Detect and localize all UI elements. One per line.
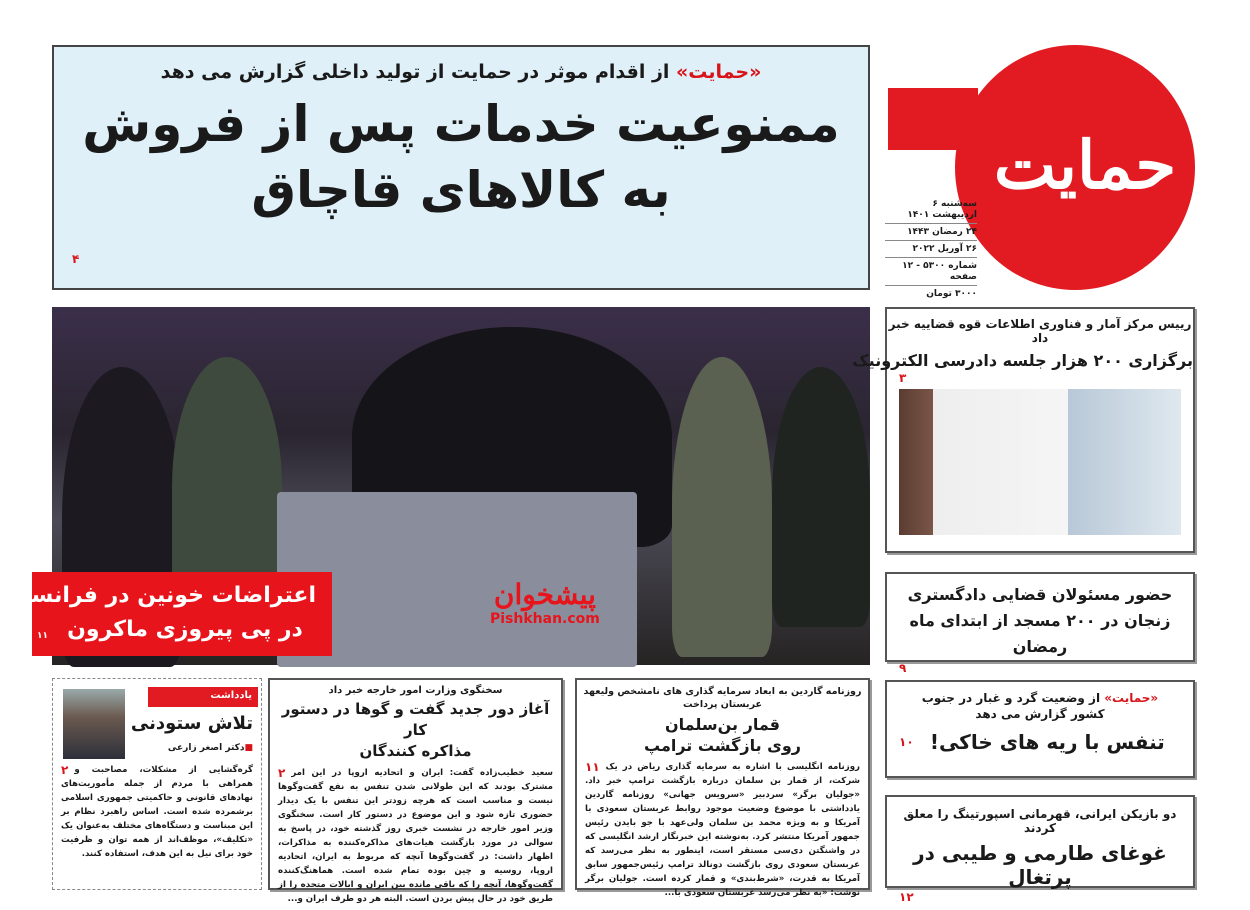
editorial-headline: تلاش ستودنی bbox=[130, 713, 253, 734]
page-ref: ۲ bbox=[278, 766, 286, 780]
photo-caption bbox=[18, 572, 332, 656]
editorial-label: یادداشت bbox=[148, 687, 258, 707]
logo-text: حمایت bbox=[993, 126, 1177, 204]
story-body bbox=[577, 760, 868, 900]
page-ref: ۱۱ bbox=[37, 631, 48, 641]
story-headline-line-1: آغاز دور جدید گفت و گوها در دستور کار bbox=[281, 700, 550, 739]
watermark-english: Pishkhan.com bbox=[490, 611, 600, 627]
brand-name: «حمایت» bbox=[1104, 691, 1159, 705]
photo-caption-line-2: در پی پیروزی ماکرون bbox=[67, 617, 303, 642]
editorial-byline bbox=[168, 743, 253, 753]
issue-date-gregorian: ۲۶ آوریل ۲۰۲۲ bbox=[885, 241, 977, 258]
lead-headline bbox=[54, 91, 868, 223]
page-ref: ۱۱ bbox=[585, 760, 600, 774]
story-headline: حضور مسئولان قضایی دادگستری زنجان در ۲۰۰ مسجد از ابتدای ماه رمضان bbox=[907, 585, 1173, 656]
right-story-1[interactable] bbox=[852, 307, 1195, 553]
photo-caption-line-1: اعتراضات خونین در فرانسه bbox=[18, 583, 316, 608]
story-headline: برگزاری ۲۰۰ هزار جلسه دادرسی الکترونیک bbox=[852, 351, 1193, 370]
protester-figure bbox=[772, 367, 870, 627]
page-ref: ۲ bbox=[61, 763, 69, 777]
lead-kicker bbox=[54, 61, 868, 83]
bullet-icon: ■ bbox=[244, 743, 253, 753]
story-headline-line-2: روی بازگشت ترامپ bbox=[644, 736, 801, 755]
brand-name: «حمایت» bbox=[676, 61, 762, 83]
right-story-2[interactable] bbox=[885, 572, 1195, 675]
page-ref: ۴ bbox=[72, 252, 80, 266]
story-headline bbox=[577, 714, 868, 756]
story-headline-line-2: مذاکره کنندگان bbox=[359, 742, 472, 760]
lead-headline-line-2: به کالاهای قاچاق bbox=[251, 161, 671, 219]
page-ref: ۳ bbox=[899, 371, 907, 385]
author-name: دکتر اصغر زارعی bbox=[167, 743, 245, 753]
page-ref: ۱۲ bbox=[899, 890, 914, 904]
editorial-body bbox=[53, 763, 261, 861]
editorial[interactable] bbox=[52, 678, 262, 890]
story-headline: غوغای طارمی و طیبی در پرتغال bbox=[913, 841, 1167, 889]
author-photo bbox=[63, 689, 125, 759]
story-kicker-text: از وضعیت گرد و غبار در جنوب کشور گزارش می دهد bbox=[921, 691, 1105, 721]
story-body bbox=[270, 766, 561, 906]
issue-date-hijri: ۲۴ رمضان ۱۴۴۳ bbox=[885, 224, 977, 241]
story-headline bbox=[270, 699, 561, 762]
lead-story[interactable] bbox=[52, 45, 870, 290]
right-story-4[interactable] bbox=[885, 795, 1195, 904]
issue-date-persian: سه‌شنبه ۶ اردیبهشت ۱۴۰۱ bbox=[885, 196, 977, 224]
editorial-body-text: گره‌گشایی از مشکلات، مصاحبت و همراهی با مردم از جمله مأموریت‌های نهادهای قانونی و حاکمیتی جمهوری اسلامی برشمرده شده است. اساس راهبرد نظام بر این مبناست و دستگاه‌های مختلف به‌عنوان یک «تکلیف»، موظف‌اند از همه توان و ظرفیت خود برای نیل به این هدف، استفاده کنند. bbox=[61, 765, 253, 859]
story-headline: تنفس با ریه های خاکی! bbox=[929, 730, 1165, 754]
page-ref: ۱۰ bbox=[899, 735, 914, 749]
issue-price: ۳۰۰۰ تومان bbox=[926, 289, 977, 299]
story-kicker: رییس مرکز آمار و فناوری اطلاعات قوه قضاییه خبر داد bbox=[888, 317, 1192, 345]
lead-kicker-text: از اقدام موثر در حمایت از تولید داخلی گزارش می دهد bbox=[160, 61, 677, 83]
story-kicker: روزنامه گاردین به ابعاد سرمایه گذاری های نامشخص ولیعهد عربستان پرداخت bbox=[583, 686, 862, 710]
lead-headline-line-1: ممنوعیت خدمات پس از فروش bbox=[82, 95, 840, 153]
issue-number: شماره ۵۳۰۰ - ۱۲ صفحه bbox=[885, 258, 977, 286]
bottom-story-saudi[interactable] bbox=[575, 678, 870, 898]
story-body-text: روزنامه انگلیسی با اشاره به سرمایه گذاری ریاض در یک شرکت، از قمار بن سلمان درباره بازگشت ترامپ خبر داد. «جولیان برگر» سردبیر «سرویس جهانی» روزنامه گاردین یادداشتی با موضوع وضعیت موجود روابط عربستان سعودی با آمریکا و به ویژه محمد بن سلمان ولی‌عهد با جو بایدن رئیس جمهور آمریکا منتشر کرد. به‌نوشته این خبرنگار ارشد انگلیسی که در واشنگتن دی‌سی مستقر است، اینطور به نظر می‌رسد که عربستان سعودی روی بازگشت دونالد ترامپ رئیس‌جمهور سابق آمریکا به قدرت، «شرط‌بندی» و قمار کرده است. جولیان برگر نوشت: «به نظر می‌رسد عربستان سعودی با... bbox=[585, 762, 860, 898]
issue-info bbox=[885, 196, 977, 302]
story-body-text: سعید خطیب‌زاده گفت: ایران و اتحادیه اروپا در این امر مشترک بودند که این طولانی شدن تنفس به نفع گفت‌وگوها نیست و مناسب است که هرچه زودتر این تنفس با یک دیدار حضوری تازه شود و این موضوع در دستور کار است. سخنگوی وزیر امور خارجه در نشست خبری روز گذشته خود، در پاسخ به سوالی در مورد بازگشت هیات‌های مذاکره‌کننده به مذاکرات، اظهار داشت: در گفت‌وگوها آنچه که مربوط به ایران، اتحادیه اروپا، روسیه و چین بوده تمام شده است. هماهنگ‌کننده گفت‌وگوها، آنچه را که باقی مانده بین ایران و ایالات متحده را از طریق خود در حال پیش بردن است. البته هر دو طرف ایران و... bbox=[278, 768, 553, 904]
official-photo bbox=[899, 389, 1181, 535]
story-headline-line-1: قمار بن‌سلمان bbox=[664, 715, 781, 734]
watermark bbox=[490, 578, 600, 627]
bottom-story-talks[interactable] bbox=[268, 678, 563, 904]
page-ref: ۹ bbox=[899, 661, 907, 675]
protester-figure bbox=[672, 357, 772, 657]
watermark-persian: پیشخوان bbox=[493, 578, 596, 611]
story-kicker: سخنگوی وزارت امور خارجه خبر داد bbox=[328, 685, 503, 696]
story-kicker bbox=[887, 690, 1193, 722]
right-story-3[interactable] bbox=[885, 680, 1195, 778]
story-kicker: دو بازیکن ایرانی، قهرمانی اسپورتینگ را معلق کردند bbox=[903, 807, 1177, 835]
